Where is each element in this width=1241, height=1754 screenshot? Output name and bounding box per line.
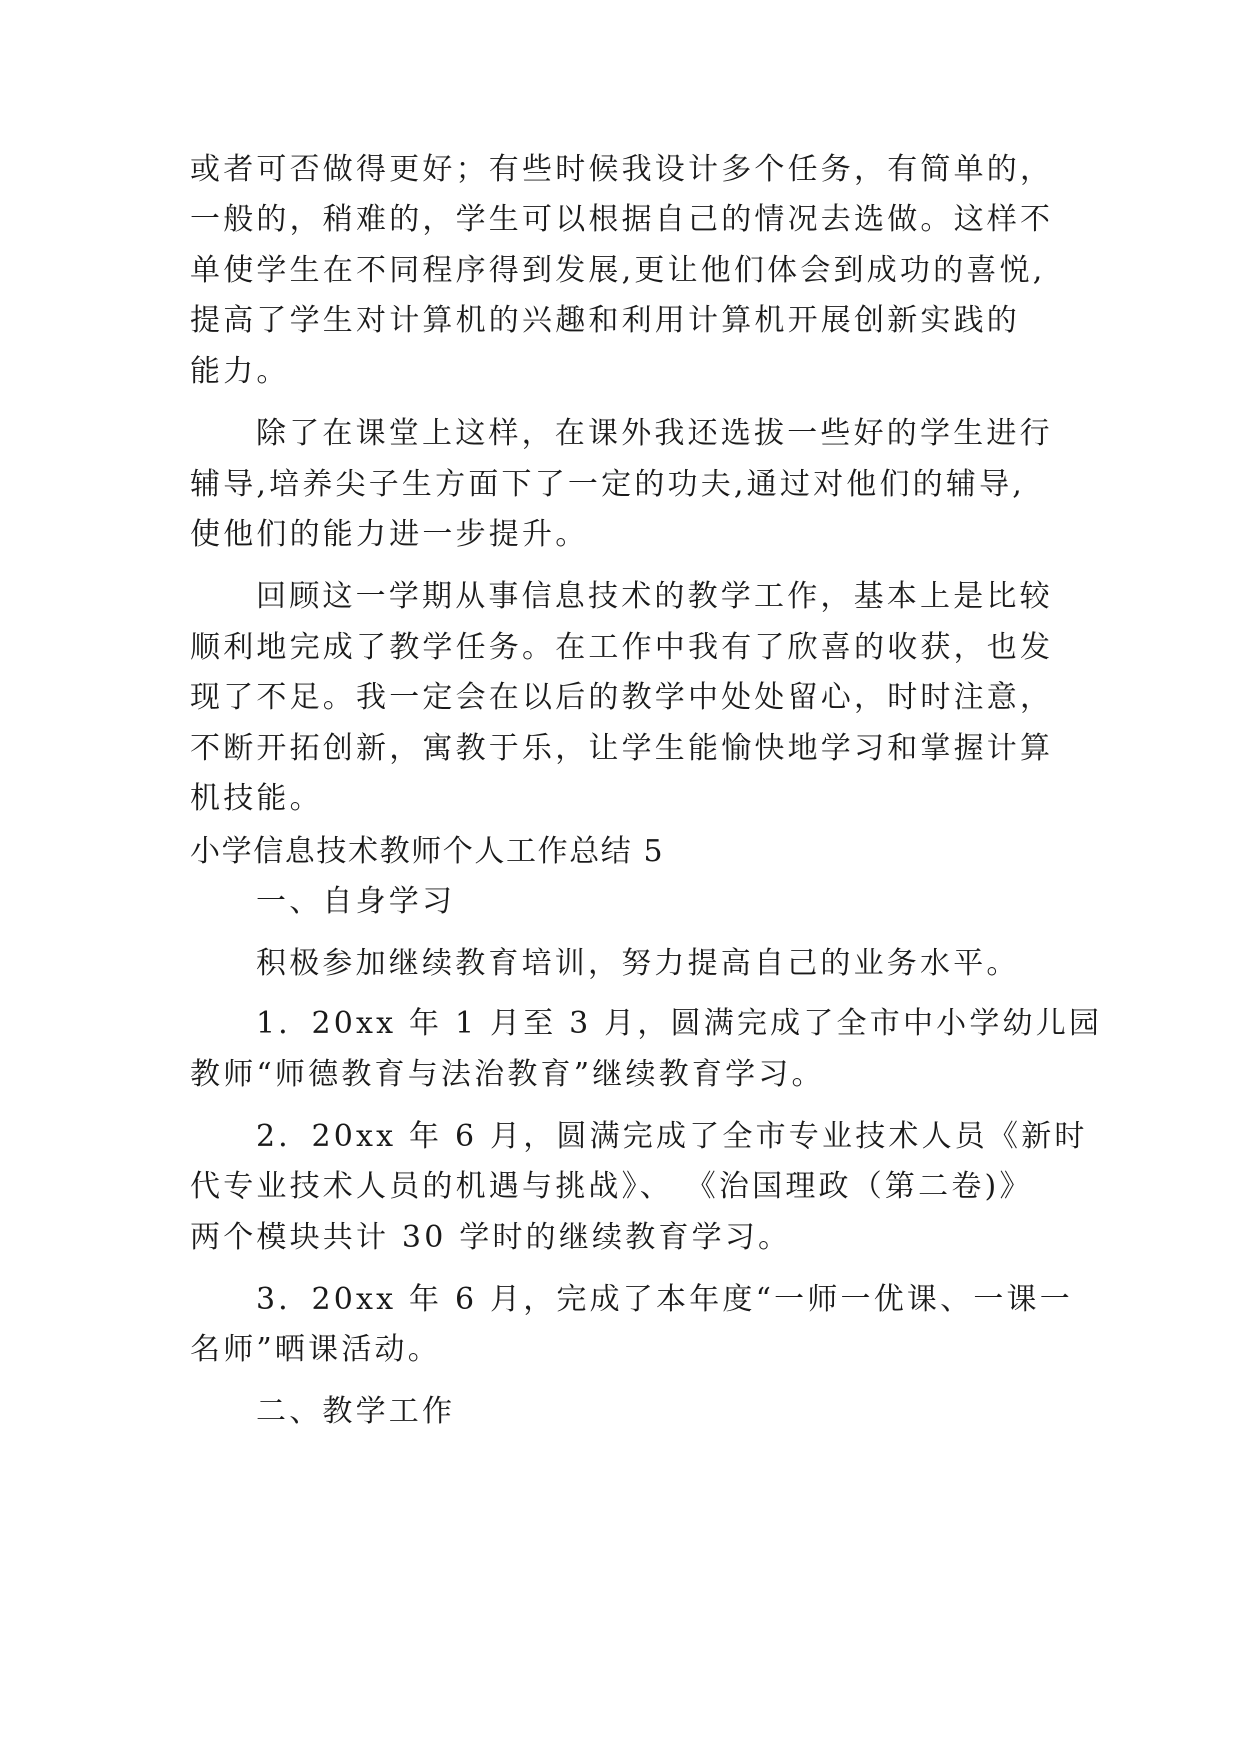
text-line: 或者可否做得更好；有些时候我设计多个任务，有简单的，: [190, 152, 1054, 187]
text-line: 两个模块共计 30 学时的继续教育学习。: [190, 1220, 792, 1255]
text-line: 使他们的能力进一步提升。: [190, 517, 589, 552]
text-line: 能力。: [190, 354, 290, 389]
section-title: 小学信息技术教师个人工作总结 5: [190, 834, 665, 869]
text-line: 积极参加继续教育培训，努力提高自己的业务水平。: [256, 946, 1020, 981]
text-line: 顺利地完成了教学任务。在工作中我有了欣喜的收获，也发: [190, 630, 1054, 665]
text-line: 辅导,培养尖子生方面下了一定的功夫,通过对他们的辅导,: [190, 467, 1026, 502]
list-item: 3．20xx 年 6 月，完成了本年度“一师一优课、一课一: [256, 1282, 1073, 1317]
text-line: 教师“师德教育与法治教育”继续教育学习。: [190, 1057, 825, 1092]
list-item: 2．20xx 年 6 月，圆满完成了全市专业技术人员《新时: [256, 1119, 1088, 1154]
list-item: 1．20xx 年 1 月至 3 月，圆满完成了全市中小学幼儿园: [256, 1006, 1103, 1041]
text-line: 一般的，稍难的，学生可以根据自己的情况去选做。这样不: [190, 202, 1054, 237]
text-line: 不断开拓创新，寓教于乐，让学生能愉快地学习和掌握计算: [190, 731, 1054, 766]
text-line: 现了不足。我一定会在以后的教学中处处留心，时时注意，: [190, 680, 1054, 715]
text-line: 除了在课堂上这样，在课外我还选拔一些好的学生进行: [256, 416, 1053, 451]
text-line: 提高了学生对计算机的兴趣和利用计算机开展创新实践的: [190, 303, 1020, 338]
section-heading: 二、教学工作: [256, 1394, 456, 1429]
text-line: 回顾这一学期从事信息技术的教学工作，基本上是比较: [256, 579, 1053, 614]
text-line: 机技能。: [190, 781, 323, 816]
text-line: 单使学生在不同程序得到发展,更让他们体会到成功的喜悦,: [190, 253, 1046, 288]
text-line: 名师”晒课活动。: [190, 1332, 441, 1367]
section-heading: 一、自身学习: [256, 884, 456, 919]
text-line: 代专业技术人员的机遇与挑战》、 《治国理政（第二卷)》: [190, 1169, 1033, 1204]
